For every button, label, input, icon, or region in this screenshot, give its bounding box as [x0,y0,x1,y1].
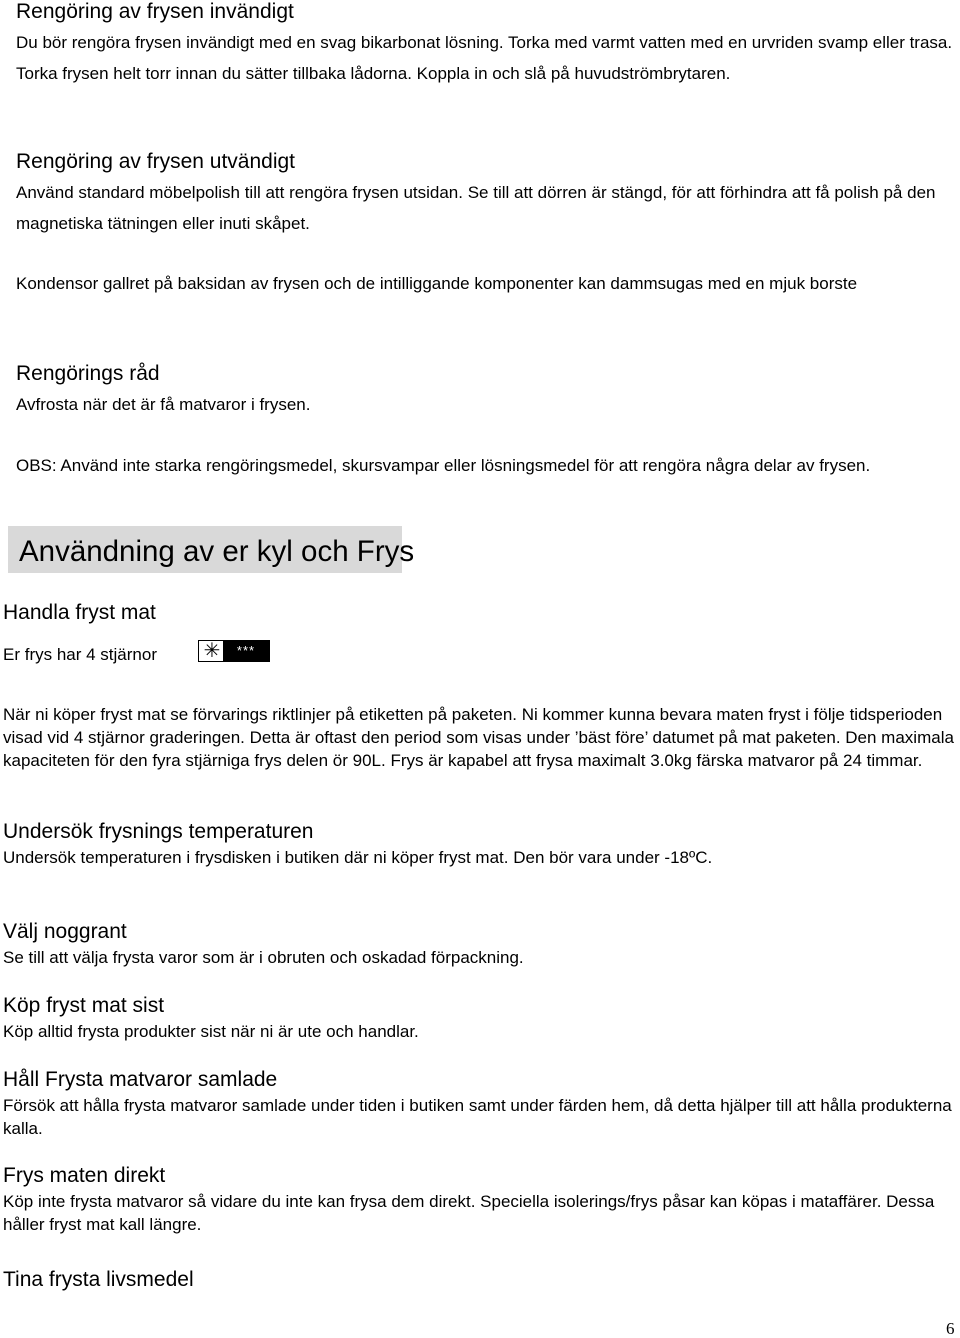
four-star-rating-icon [198,640,270,662]
heading-check-temperature: Undersök frysnings temperaturen [3,820,314,843]
paragraph-keep-together: Försök att hålla frysta matvaror samlade under tiden i butiken samt under färden hem, då detta hjälper till att hålla produkterna kalla. [3,1096,952,1138]
banner-title: Användning av er kyl och Frys [19,535,415,568]
paragraph-choose-carefully: Se till att välja frysta varor som är i obruten och oskadad förpackning. [3,948,524,967]
paragraph-buy-frozen-food: När ni köper fryst mat se förvarings riktlinjer på etiketten på paketen. Ni kommer kunna bevara maten fryst i följe tidsperioden visad vid 4 stjärnor graderingen. Detta är oftast den period som visas under ’bäst före’ datumet på mat paketen. Den maximala kapaciteten för den fyra stjärniga frys delen ör 90L. Frys är kapabel att frysa maximalt 3.0kg färska matvaror på 24 timmar. [3,705,954,770]
paragraph-cleaning-inside: Du bör rengöra frysen invändigt med en svag bikarbonat lösning. Torka med varmt vatten med en urvriden svamp eller trasa. Torka frysen helt torr innan du sätter tillbaka lådorna. Koppla in och slå på huvudströmbrytaren. [16,33,953,83]
heading-buy-frozen-food: Handla fryst mat [3,601,156,624]
paragraph-buy-last: Köp alltid frysta produkter sist när ni är ute och handlar. [3,1022,419,1041]
heading-choose-carefully: Välj noggrant [3,920,127,943]
three-stars-icon: *** [223,641,269,661]
paragraph-freeze-directly: Köp inte frysta matvaror så vidare du inte kan frysa dem direkt. Speciella isolerings/frys påsar kan köpas i mataffärer. Dessa håller fryst mat kall längre. [3,1192,935,1234]
heading-cleaning-outside: Rengöring av frysen utvändigt [16,150,295,173]
paragraph-obs-note: OBS: Använd inte starka rengöringsmedel, skursvampar eller lösningsmedel för att rengöra några delar av frysen. [16,456,871,475]
snowflake-star-icon: ✳ [199,641,225,661]
heading-cleaning-advice: Rengörings råd [16,362,160,385]
heading-buy-last: Köp fryst mat sist [3,994,165,1017]
heading-cleaning-inside: Rengöring av frysen invändigt [16,0,294,23]
paragraph-defrost: Avfrosta när det är få matvaror i frysen. [16,395,311,414]
page-number: 6 [946,1319,955,1338]
heading-keep-together: Håll Frysta matvaror samlade [3,1068,278,1091]
heading-thaw-frozen-food: Tina frysta livsmedel [3,1268,194,1291]
paragraph-condenser: Kondensor gallret på baksidan av frysen och de intilliggande komponenter kan dammsugas med en mjuk borste [16,274,858,293]
heading-freeze-directly: Frys maten direkt [3,1164,166,1187]
paragraph-cleaning-outside: Använd standard möbelpolish till att rengöra frysen utsidan. Se till att dörren är stängd, för att förhindra att få polish på den magnetiska tätningen eller inuti skåpet. [16,183,936,233]
paragraph-check-temperature: Undersök temperaturen i frysdisken i butiken där ni köper fryst mat. Den bör vara under -18ºC. [3,848,713,867]
star-rating-text: Er frys har 4 stjärnor [3,645,157,664]
